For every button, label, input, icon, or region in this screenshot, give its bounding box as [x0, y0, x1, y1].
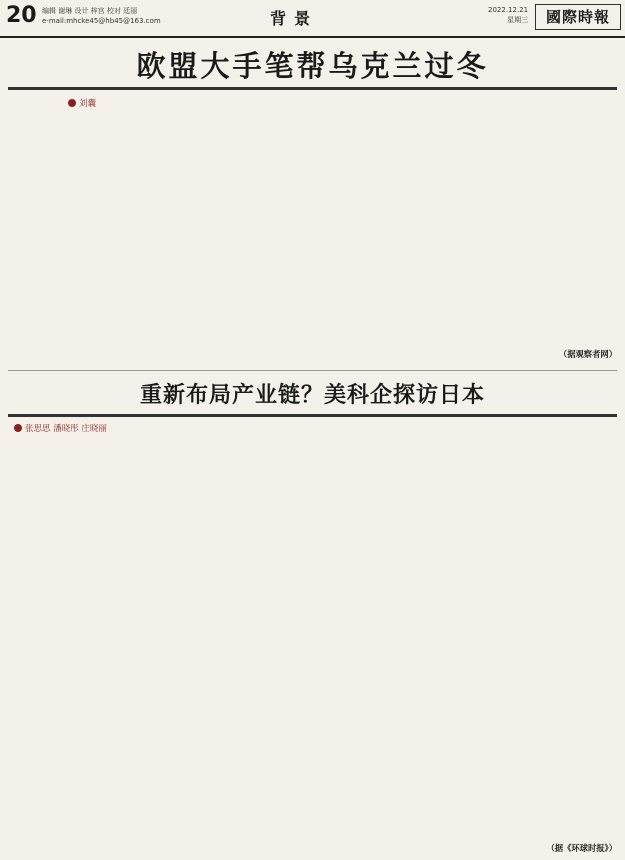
article1-col2	[160, 66, 310, 362]
author-icon	[14, 424, 22, 432]
credits	[42, 6, 161, 26]
article1-byline	[68, 97, 96, 109]
headline-rule-2	[8, 414, 617, 417]
article1-headline: 欧盟大手笔帮乌克兰过冬	[136, 49, 489, 83]
article2-col1	[8, 436, 152, 856]
article2-source: （据《环球时报》）	[546, 843, 617, 853]
author-icon	[68, 99, 76, 107]
article1-col4	[464, 66, 617, 362]
article2-headline: 重新布局产业链？美科企探访日本	[139, 383, 485, 408]
author-name: 张思思 潘晓彤 庄晓丽	[25, 424, 107, 434]
article-separator	[8, 370, 617, 371]
credits-line-1: 编辑 谢琳 设计 梓宫 校对 廷丽	[42, 7, 138, 15]
date-block	[488, 5, 528, 25]
article2-col2	[160, 422, 308, 856]
page-number: 20	[6, 3, 37, 28]
page-header	[0, 0, 625, 38]
article2-byline	[14, 422, 107, 434]
article1-col1	[8, 112, 152, 362]
weekday: 星期三	[507, 16, 529, 24]
credits-line-2: e-mail:mhcke45@hb45@163.com	[42, 17, 161, 25]
date: 2022.12.21	[488, 6, 529, 14]
article1-col3	[316, 66, 458, 362]
author-name: 刘囊	[79, 99, 97, 109]
article2-col4	[466, 422, 617, 842]
article1-source: （据观察者网）	[558, 349, 617, 359]
article2-col3	[314, 422, 460, 856]
newspaper-logo: 國際時報	[535, 4, 621, 30]
section-title: 背景	[270, 9, 319, 28]
